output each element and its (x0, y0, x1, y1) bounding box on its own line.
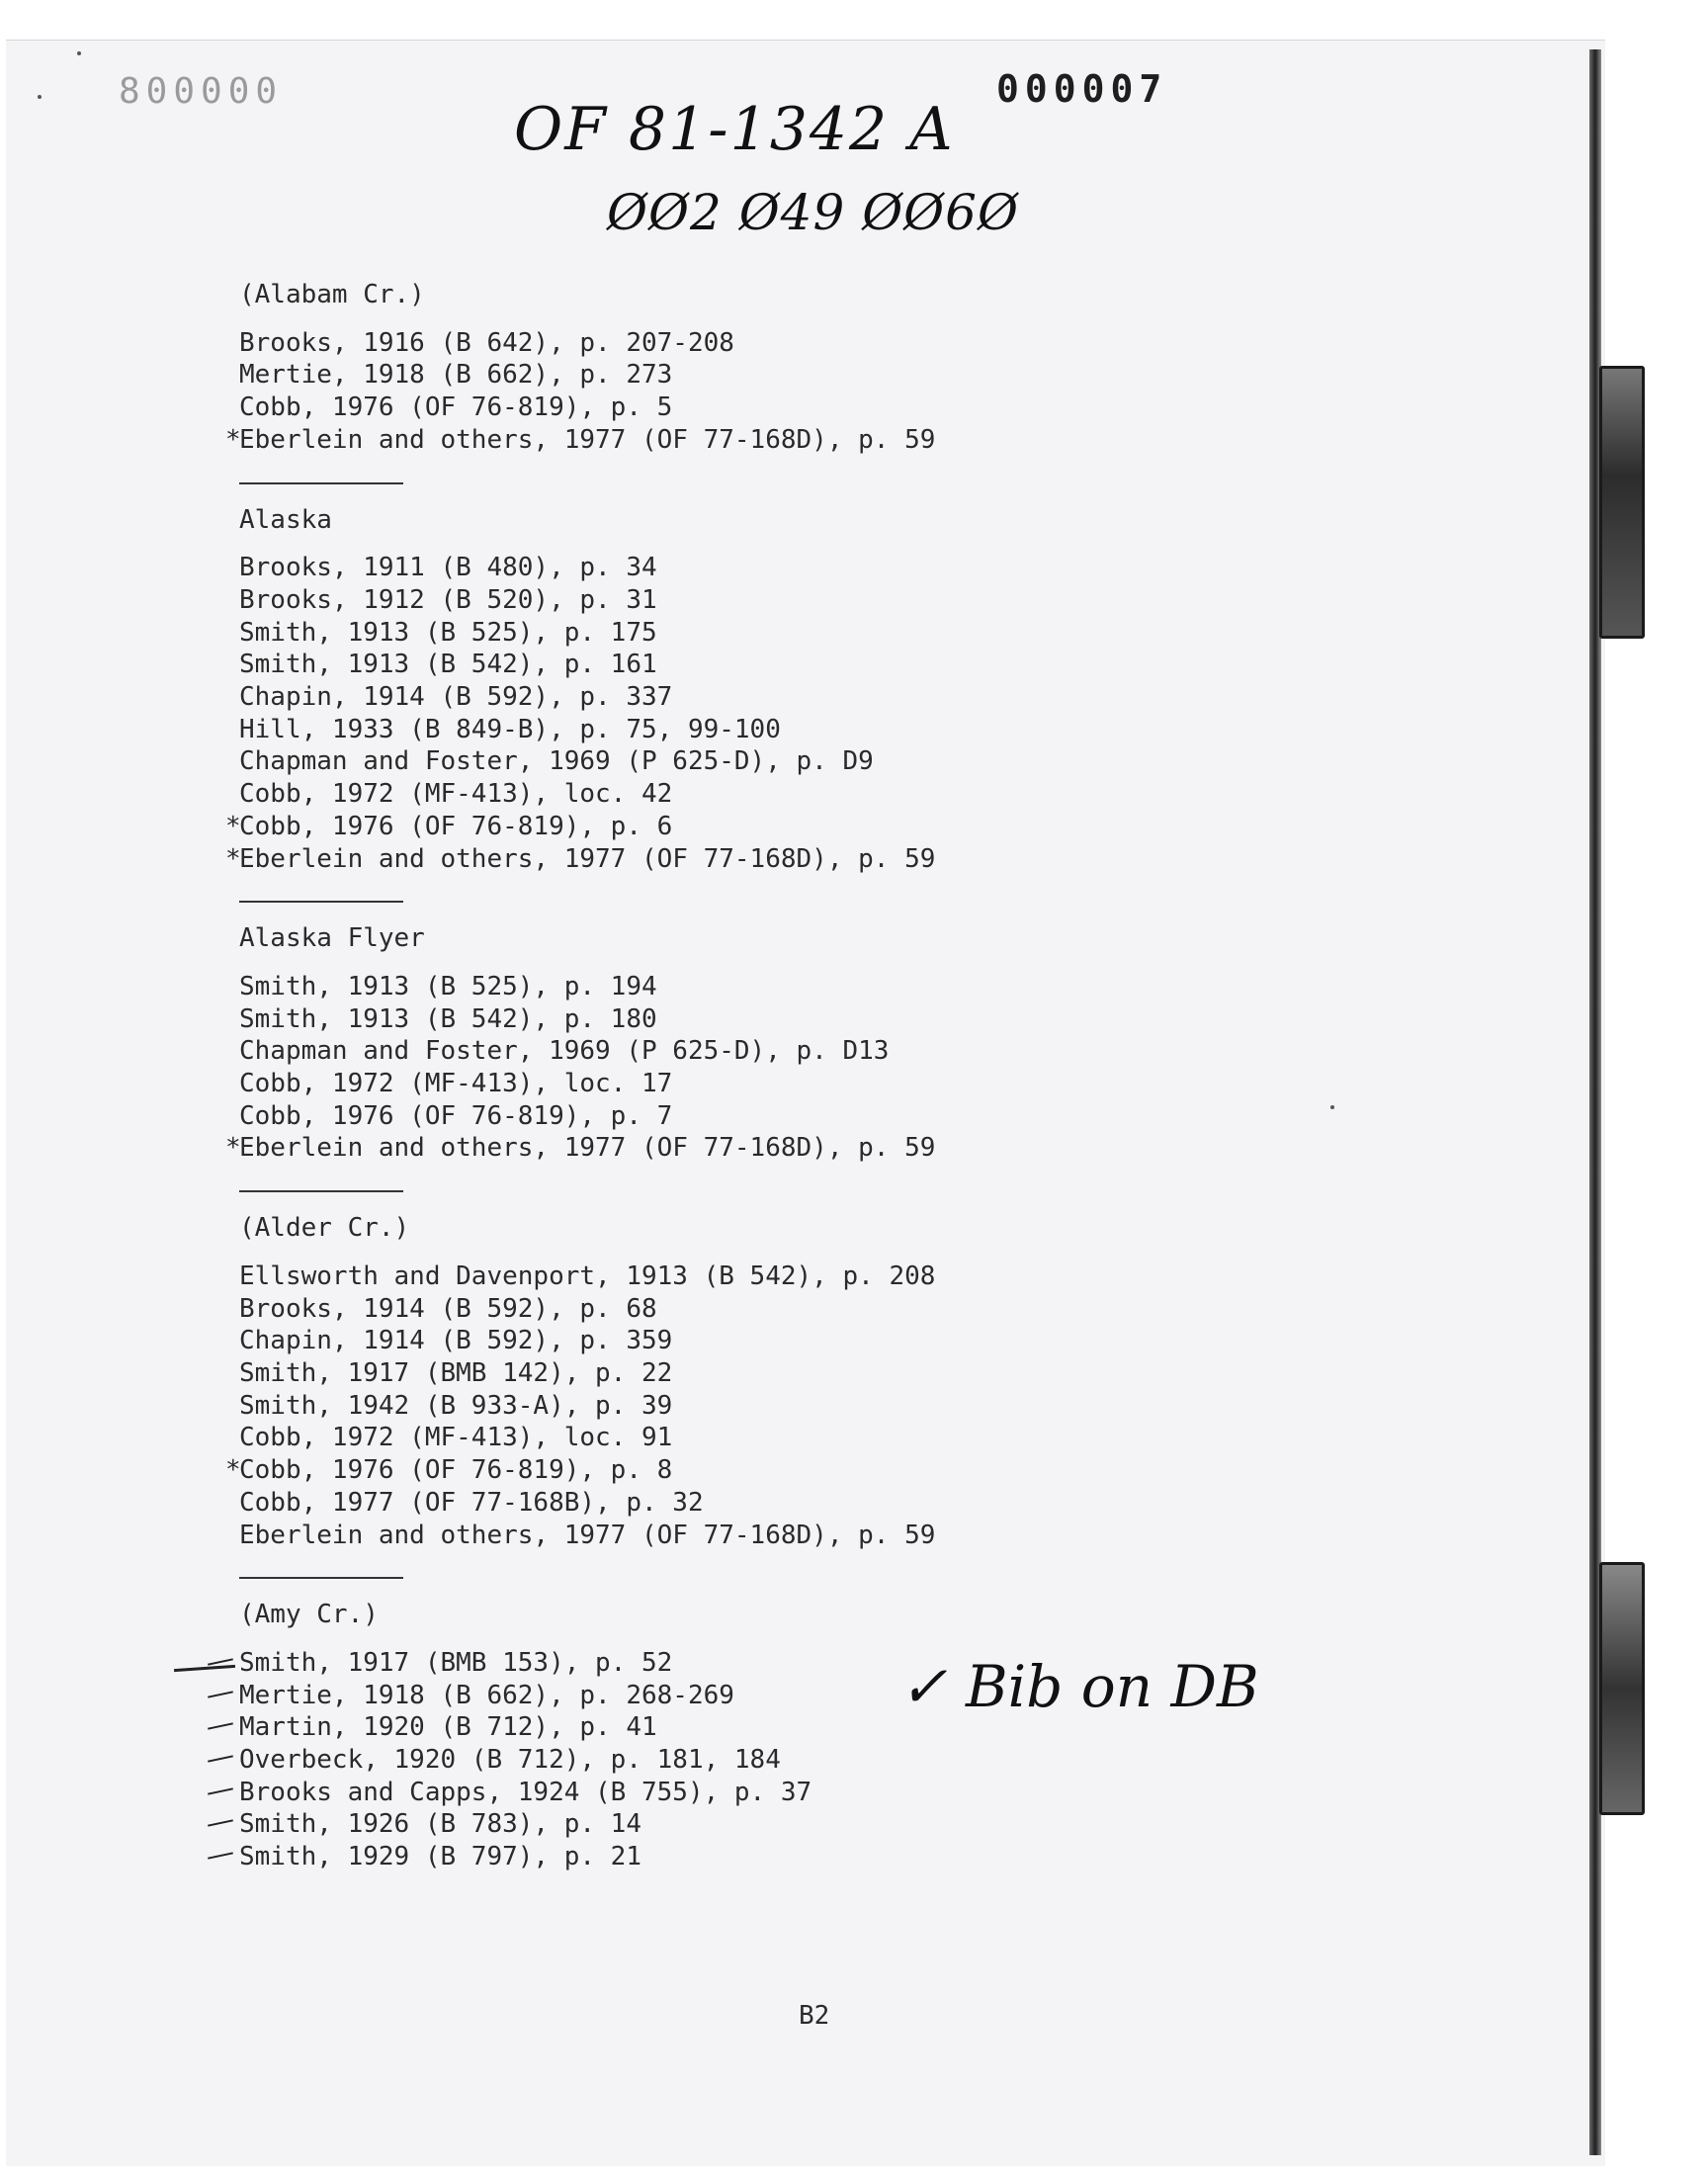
faded-stamp-number: 800000 (119, 71, 284, 112)
page-number: B2 (799, 2001, 830, 2031)
list-item: Smith, 1942 (B 933-A), p. 39 (239, 1390, 673, 1421)
list-item: Smith, 1926 (B 783), p. 14 (225, 1808, 1510, 1841)
list-item: Cobb, 1976 (OF 76-819), p. 7 (239, 1100, 673, 1131)
list-item: Overbeck, 1920 (B 712), p. 181, 184 (225, 1744, 1510, 1777)
binder-clip-top (1599, 366, 1645, 639)
bibliography-list (225, 279, 1510, 1873)
section-alaska-flyer (225, 922, 1510, 1165)
list-item: Smith, 1913 (B 542), p. 180 (239, 1003, 657, 1034)
list-item: Cobb, 1977 (OF 77-168B), p. 32 (239, 1487, 704, 1518)
list-item: * Eberlein and others, 1977 (OF 77-168D), p. 59 (225, 1133, 936, 1164)
section-heading: (Amy Cr.) (239, 1600, 379, 1630)
list-item: Chapman and Foster, 1969 (P 625-D), p. D9 (239, 746, 874, 777)
list-item: Smith, 1917 (BMB 153), p. 52 (225, 1647, 1510, 1680)
section-alabam-cr (225, 279, 1510, 457)
handwritten-code: ØØ2 Ø49 ØØ6Ø (607, 184, 1019, 241)
list-item: Smith, 1917 (BMB 142), p. 22 (239, 1357, 673, 1388)
section-heading: (Alder Cr.) (239, 1213, 410, 1244)
list-item: * Cobb, 1976 (OF 76-819), p. 8 (225, 1455, 673, 1486)
handwritten-report-number: OF 81-1342 A (514, 95, 955, 164)
scan-speck (77, 51, 81, 55)
list-item: Brooks, 1911 (B 480), p. 34 (239, 553, 657, 583)
list-item: * Eberlein and others, 1977 (OF 77-168D), p. 59 (225, 843, 936, 874)
list-item: * Cobb, 1976 (OF 76-819), p. 6 (225, 811, 673, 841)
section-heading: (Alabam Cr.) (239, 280, 425, 309)
section-heading: Alaska Flyer (239, 923, 425, 954)
list-item: Mertie, 1918 (B 662), p. 268-269 (225, 1680, 1510, 1712)
page-edge-shadow (1589, 49, 1601, 2155)
section-divider (239, 901, 403, 903)
list-item: Chapin, 1914 (B 592), p. 359 (239, 1326, 673, 1356)
list-item: Brooks, 1916 (B 642), p. 207-208 (239, 327, 734, 358)
list-item: Mertie, 1918 (B 662), p. 273 (239, 360, 673, 391)
list-item: Cobb, 1972 (MF-413), loc. 42 (239, 779, 673, 810)
list-item: Cobb, 1972 (MF-413), loc. 17 (239, 1069, 673, 1099)
scan-speck (1330, 1105, 1334, 1109)
list-item: Eberlein and others, 1977 (OF 77-168D), p. 59 (239, 1520, 936, 1550)
section-alaska (225, 504, 1510, 876)
section-divider (239, 482, 403, 484)
list-item: Cobb, 1972 (MF-413), loc. 91 (239, 1423, 673, 1453)
section-alder-cr (225, 1212, 1510, 1551)
list-item: Brooks, 1912 (B 520), p. 31 (239, 584, 657, 615)
list-item: Smith, 1913 (B 525), p. 175 (239, 617, 657, 648)
section-amy-cr (225, 1599, 1510, 1873)
list-item: Smith, 1913 (B 542), p. 161 (239, 650, 657, 680)
section-divider (239, 1190, 403, 1192)
page-stamp-number: 000007 (996, 67, 1168, 111)
list-item: Smith, 1929 (B 797), p. 21 (225, 1841, 1510, 1873)
list-item: Brooks and Capps, 1924 (B 755), p. 37 (225, 1777, 1510, 1809)
list-item: Smith, 1913 (B 525), p. 194 (239, 971, 657, 1001)
list-item: Brooks, 1914 (B 592), p. 68 (239, 1293, 657, 1324)
section-heading: Alaska (239, 504, 332, 535)
scan-speck (38, 95, 42, 99)
binder-clip-bottom (1599, 1562, 1645, 1815)
handwritten-note: ✓ Bib on DB (899, 1653, 1259, 1720)
list-item: Hill, 1933 (B 849-B), p. 75, 99-100 (239, 714, 781, 744)
list-item: Chapman and Foster, 1969 (P 625-D), p. D13 (239, 1036, 890, 1067)
list-item: * Eberlein and others, 1977 (OF 77-168D), p. 59 (225, 424, 936, 455)
list-item: Martin, 1920 (B 712), p. 41 (225, 1711, 1510, 1744)
list-item: Cobb, 1976 (OF 76-819), p. 5 (239, 392, 673, 423)
list-item: Ellsworth and Davenport, 1913 (B 542), p. 208 (239, 1261, 936, 1291)
section-divider (239, 1577, 403, 1579)
list-item: Chapin, 1914 (B 592), p. 337 (239, 682, 673, 713)
